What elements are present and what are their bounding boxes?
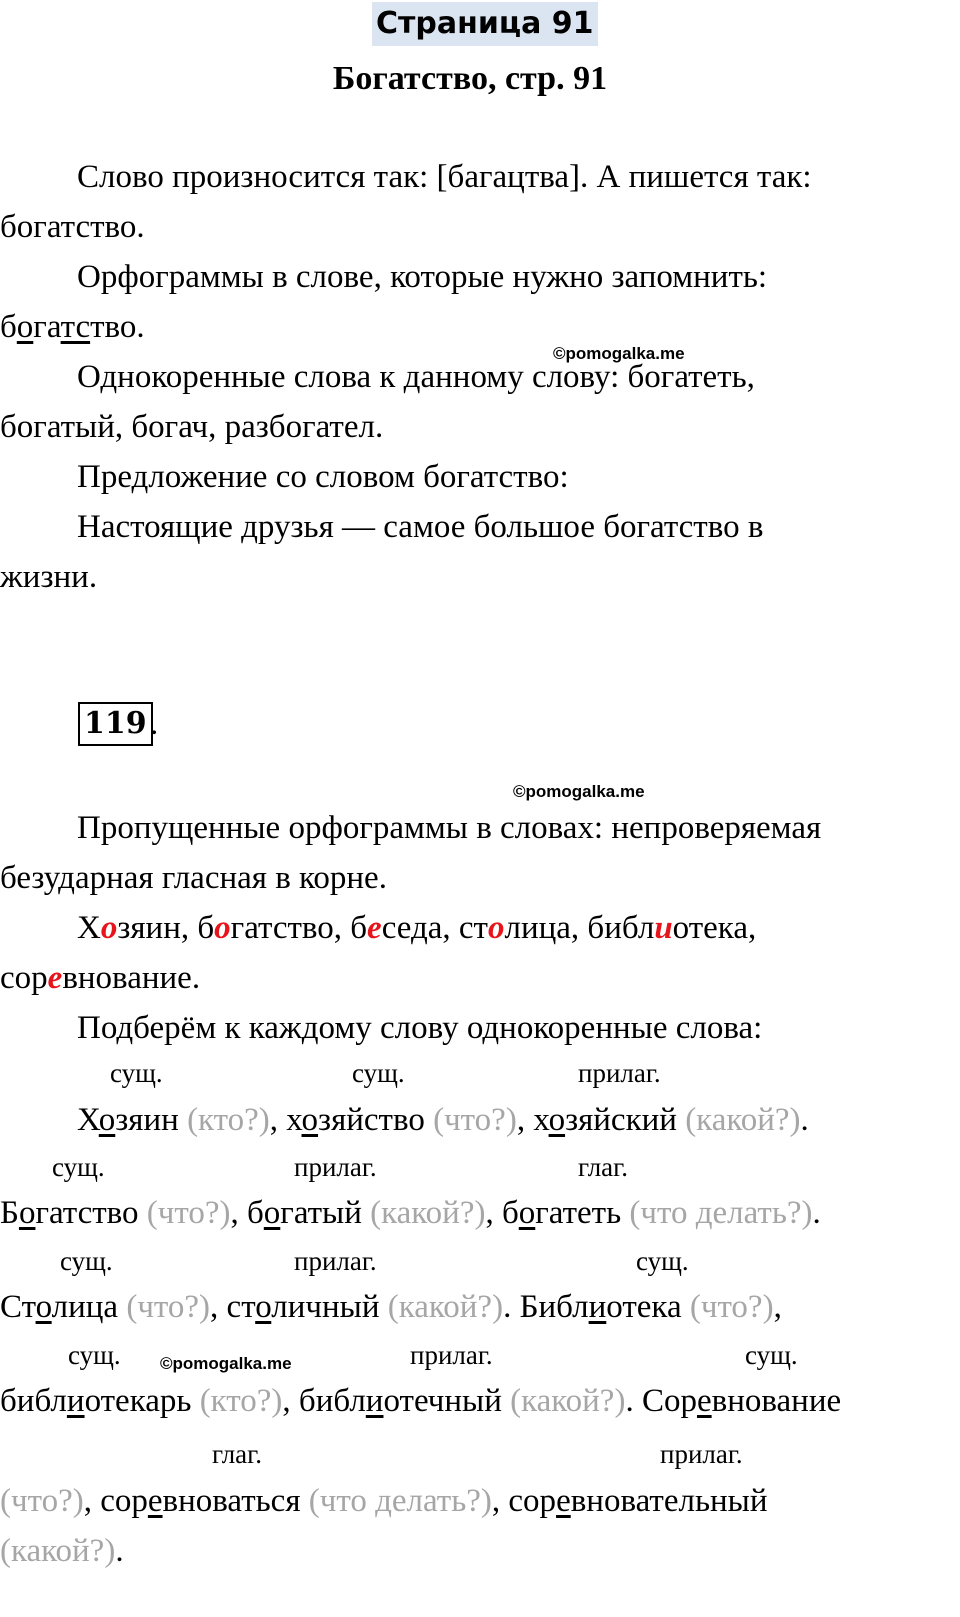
cognates-biblioteka: библиотекарь (кто?), библиотечный (какой?). Соревнование: [0, 1383, 842, 1419]
paragraph-sentence-label: Предложение со словом богатство:: [77, 459, 569, 495]
paragraph-missing-orthograms: Пропущенные орфограммы в словах: непроверяемая: [77, 810, 822, 846]
paragraph-sentence-cont: жизни.: [0, 559, 98, 595]
paragraph-sentence: Настоящие друзья — самое большое богатство в: [77, 509, 764, 545]
pos-label: сущ.: [68, 1340, 121, 1370]
cognates-stolitsa: Столица (что?), столичный (какой?). Библиотека (что?),: [0, 1289, 782, 1325]
cognates-khozyain: Хозяин (кто?), хозяйство (что?), хозяйский (какой?).: [77, 1102, 809, 1138]
pos-label: сущ.: [110, 1058, 163, 1088]
orthogram-word: богатство.: [0, 309, 145, 345]
paragraph-task: Подберём к каждому слову однокоренные слова:: [77, 1010, 763, 1046]
paragraph-cognates: Однокоренные слова к данному слову: богатеть,: [77, 359, 755, 395]
watermark: ©pomogalka.me: [160, 1354, 292, 1373]
cognates-sorevnovanie-cont: (какой?).: [0, 1533, 124, 1569]
cognates-sorevnovanie: (что?), соревноваться (что делать?), соревновательный: [0, 1483, 768, 1519]
pos-label: прилаг.: [578, 1058, 661, 1088]
word-list: Хозяин, богатство, беседа, столица, библиотека,: [77, 910, 757, 946]
exercise-number: 119: [78, 702, 153, 746]
paragraph-pronunciation: Слово произносится так: [багацтва]. А пишется так:: [77, 159, 812, 195]
pos-label: прилаг.: [410, 1340, 493, 1370]
pos-label: сущ.: [636, 1246, 689, 1276]
page-badge: Страница 91: [372, 2, 598, 46]
word-list-cont: соревнование.: [0, 960, 201, 996]
pos-label: глаг.: [212, 1439, 262, 1469]
paragraph-orthograms: Орфограммы в слове, которые нужно запомнить:: [77, 259, 768, 295]
pos-label: сущ.: [52, 1152, 105, 1182]
exercise-dot: .: [150, 706, 159, 742]
watermark: ©pomogalka.me: [553, 344, 685, 363]
pos-label: сущ.: [60, 1246, 113, 1276]
paragraph-missing-orthograms-cont: безударная гласная в корне.: [0, 860, 387, 896]
pos-label: сущ.: [352, 1058, 405, 1088]
paragraph-cognates-cont: богатый, богач, разбогател.: [0, 409, 384, 445]
pos-label: сущ.: [745, 1340, 798, 1370]
pos-label: прилаг.: [294, 1152, 377, 1182]
pos-label: глаг.: [578, 1152, 628, 1182]
paragraph-spelling: богатство.: [0, 209, 145, 245]
watermark: ©pomogalka.me: [513, 782, 645, 801]
pos-label: прилаг.: [660, 1439, 743, 1469]
pos-label: прилаг.: [294, 1246, 377, 1276]
cognates-bogatstvo: Богатство (что?), богатый (какой?), богатеть (что делать?).: [0, 1195, 821, 1231]
page-heading: Богатство, стр. 91: [332, 60, 608, 97]
